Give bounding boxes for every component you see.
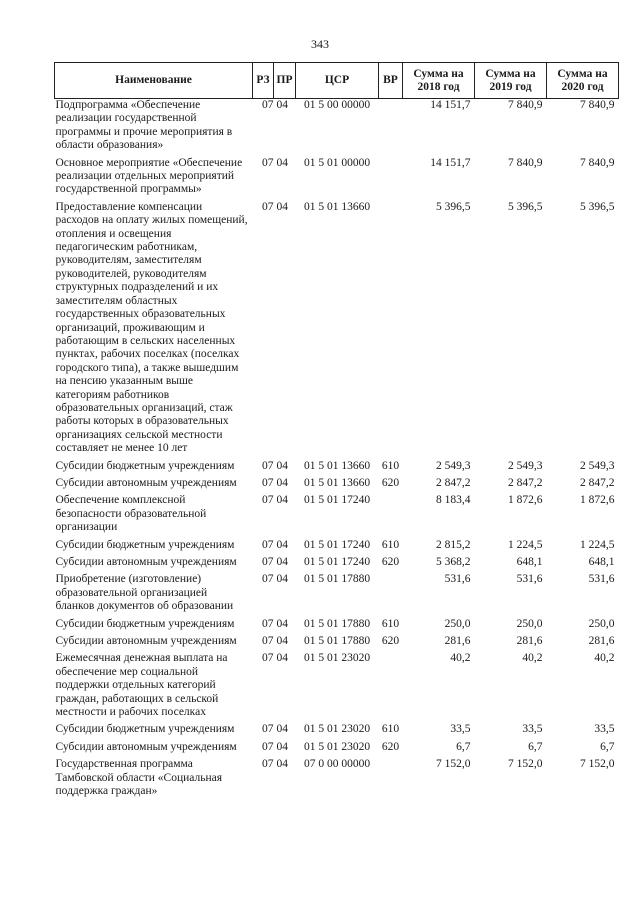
- cell-csr: 01 5 01 17240: [303, 538, 371, 551]
- table-row: [55, 477, 619, 494]
- cell-vr: 610: [381, 617, 400, 630]
- cell-pr: 04: [276, 476, 288, 489]
- cell-pr: 04: [276, 635, 288, 648]
- page-number: 343: [311, 37, 329, 51]
- cell-sum-2020: 6,7: [600, 740, 615, 753]
- cell-sum-2018: 2 847,2: [436, 476, 471, 489]
- cell-pr: 04: [276, 200, 288, 213]
- cell-rz: 07: [262, 99, 274, 111]
- cell-vr: [379, 758, 403, 802]
- cell-pr: 04: [276, 459, 288, 472]
- cell-name: Субсидии бюджетным учреждениям: [55, 617, 235, 630]
- header-sum-2020: Сумма на 2020 год: [547, 63, 619, 99]
- cell-sum-2020: 7 840,9: [580, 99, 615, 111]
- cell-csr: 01 5 01 23020: [303, 652, 371, 665]
- cell-csr: 01 5 01 00000: [303, 156, 371, 169]
- table-row: [55, 723, 619, 740]
- cell-sum-2018: 40,2: [450, 652, 471, 665]
- cell-sum-2018: 281,6: [444, 635, 471, 648]
- cell-vr: [379, 573, 403, 617]
- cell-pr: 04: [276, 723, 288, 736]
- cell-name: Субсидии бюджетным учреждениям: [55, 538, 235, 551]
- cell-rz: 07: [262, 476, 274, 489]
- table-row: [55, 556, 619, 573]
- cell-sum-2020: 40,2: [594, 652, 615, 665]
- table-row: [55, 758, 619, 802]
- table-row: [55, 635, 619, 652]
- table-row: [55, 652, 619, 723]
- cell-sum-2019: 281,6: [516, 635, 543, 648]
- cell-sum-2019: 2 847,2: [508, 476, 543, 489]
- table-row: [55, 618, 619, 635]
- cell-sum-2019: 6,7: [528, 740, 543, 753]
- cell-csr: 01 5 01 23020: [303, 740, 371, 753]
- table-row: [55, 741, 619, 758]
- cell-sum-2018: 6,7: [456, 740, 471, 753]
- cell-name: Ежемесячная денежная выплата на обеспечение мер социальной поддержки отдельных категорий граждан, работающих в сельской местности и рабочих поселках: [55, 652, 228, 719]
- cell-name: Субсидии автономным учреждениям: [55, 476, 237, 489]
- cell-sum-2020: 5 396,5: [580, 200, 615, 213]
- cell-sum-2018: 5 368,2: [436, 556, 471, 568]
- cell-sum-2020: 1 224,5: [580, 538, 615, 551]
- cell-sum-2020: 2 847,2: [580, 476, 615, 489]
- cell-vr: 620: [381, 556, 400, 568]
- cell-csr: 01 5 01 13660: [303, 459, 371, 472]
- cell-sum-2019: 7 840,9: [508, 99, 543, 111]
- cell-vr: 620: [381, 476, 400, 489]
- table-row: [55, 201, 619, 460]
- cell-pr: 04: [276, 99, 288, 111]
- cell-sum-2019: 1 224,5: [508, 538, 543, 551]
- header-name: Наименование: [55, 63, 253, 99]
- cell-vr: [379, 652, 403, 723]
- cell-pr: 04: [276, 617, 288, 630]
- cell-rz: 07: [262, 538, 274, 551]
- cell-pr: 04: [276, 538, 288, 551]
- cell-name: Субсидии автономным учреждениям: [55, 635, 237, 648]
- cell-vr: 620: [381, 740, 400, 753]
- cell-csr: 01 5 01 13660: [303, 200, 371, 213]
- cell-pr: 04: [276, 652, 288, 665]
- cell-csr: 01 5 01 17880: [303, 573, 371, 586]
- cell-name: Субсидии автономным учреждениям: [55, 556, 237, 568]
- cell-rz: 07: [262, 573, 274, 586]
- cell-pr: 04: [276, 494, 288, 507]
- cell-vr: 620: [381, 635, 400, 648]
- cell-csr: 01 5 01 23020: [303, 723, 371, 736]
- cell-name: Приобретение (изготовление) образовательной организацией бланков документов об образовании: [55, 573, 234, 613]
- cell-sum-2020: 648,1: [588, 556, 615, 568]
- cell-vr: 610: [381, 538, 400, 551]
- cell-name: Обеспечение комплексной безопасности образовательной организации: [55, 494, 207, 534]
- cell-name: Подпрограмма «Обеспечение реализации государственной программы и прочие мероприятия в области образования»: [55, 99, 233, 152]
- cell-rz: 07: [262, 156, 274, 169]
- cell-vr: [379, 494, 403, 538]
- cell-rz: 07: [262, 635, 274, 648]
- cell-sum-2018: 5 396,5: [436, 200, 471, 213]
- header-sum-2018: Сумма на 2018 год: [403, 63, 475, 99]
- table-row: [55, 573, 619, 617]
- header-vr: ВР: [379, 63, 403, 99]
- cell-sum-2018: 8 183,4: [436, 494, 471, 507]
- cell-pr: 04: [276, 758, 288, 771]
- cell-rz: 07: [262, 556, 274, 568]
- cell-sum-2018: 531,6: [444, 573, 471, 586]
- cell-sum-2019: 250,0: [516, 617, 543, 630]
- cell-name: Субсидии автономным учреждениям: [55, 740, 237, 753]
- cell-rz: 07: [262, 758, 274, 771]
- cell-sum-2020: 7 840,9: [580, 156, 615, 169]
- cell-rz: 07: [262, 723, 274, 736]
- cell-sum-2018: 14 151,7: [430, 156, 471, 169]
- cell-sum-2019: 2 549,3: [508, 459, 543, 472]
- cell-sum-2020: 33,5: [594, 723, 615, 736]
- cell-sum-2018: 7 152,0: [436, 758, 471, 771]
- cell-sum-2020: 7 152,0: [580, 758, 615, 771]
- cell-sum-2018: 33,5: [450, 723, 471, 736]
- cell-rz: 07: [262, 494, 274, 507]
- cell-sum-2019: 40,2: [522, 652, 543, 665]
- cell-csr: 01 5 01 17240: [303, 494, 371, 507]
- cell-sum-2020: 531,6: [588, 573, 615, 586]
- cell-name: Субсидии бюджетным учреждениям: [55, 723, 235, 736]
- cell-sum-2018: 2 549,3: [436, 459, 471, 472]
- cell-vr: [379, 99, 403, 157]
- cell-sum-2019: 5 396,5: [508, 200, 543, 213]
- cell-name: Субсидии бюджетным учреждениям: [55, 459, 235, 472]
- cell-vr: [379, 201, 403, 460]
- cell-sum-2018: 14 151,7: [430, 99, 471, 111]
- header-sum-2019: Сумма на 2019 год: [475, 63, 547, 99]
- cell-sum-2019: 33,5: [522, 723, 543, 736]
- cell-csr: 01 5 00 00000: [303, 99, 371, 111]
- cell-sum-2020: 2 549,3: [580, 459, 615, 472]
- cell-sum-2020: 281,6: [588, 635, 615, 648]
- table-row: [55, 494, 619, 538]
- cell-vr: [379, 157, 403, 201]
- cell-rz: 07: [262, 652, 274, 665]
- cell-rz: 07: [262, 617, 274, 630]
- cell-name: Предоставление компенсации расходов на оплату жилых помещений, отопления и освещения педагогическим работникам, руководителям, заместителям руководителей, руководителям структурных подразделений и их заместителям областных государственных образовательных организаций, проживающим и работающим в сельских населенных пунктах, рабочих поселках (поселках городского типа), а также вышедшим на пенсию указанным выше категориям работников образовательных организаций, стаж работы которых в образовательных организациях сельской местности составляет не менее 10 лет: [55, 200, 248, 455]
- cell-pr: 04: [276, 573, 288, 586]
- cell-sum-2019: 7 840,9: [508, 156, 543, 169]
- cell-csr: 01 5 01 17240: [303, 556, 371, 568]
- table-row: [55, 99, 619, 157]
- cell-sum-2019: 1 872,6: [508, 494, 543, 507]
- cell-pr: 04: [276, 156, 288, 169]
- table-row: [55, 157, 619, 201]
- header-rz: РЗ: [253, 63, 274, 99]
- budget-table: [54, 62, 619, 803]
- table-body: [55, 99, 619, 803]
- header-csr: ЦСР: [296, 63, 379, 99]
- table-row: [55, 539, 619, 556]
- cell-vr: 610: [381, 459, 400, 472]
- cell-pr: 04: [276, 556, 288, 568]
- cell-csr: 07 0 00 00000: [303, 758, 371, 771]
- cell-sum-2020: 250,0: [588, 617, 615, 630]
- cell-csr: 01 5 01 17880: [303, 617, 371, 630]
- cell-sum-2018: 2 815,2: [436, 538, 471, 551]
- cell-rz: 07: [262, 459, 274, 472]
- cell-sum-2018: 250,0: [444, 617, 471, 630]
- cell-name: Государственная программа Тамбовской области «Социальная поддержка граждан»: [55, 758, 223, 798]
- table-header-row: [55, 63, 619, 99]
- cell-csr: 01 5 01 17880: [303, 635, 371, 648]
- cell-pr: 04: [276, 740, 288, 753]
- cell-vr: 610: [381, 723, 400, 736]
- table-row: [55, 460, 619, 477]
- cell-name: Основное мероприятие «Обеспечение реализации отдельных мероприятий государственной программы»: [55, 156, 243, 196]
- cell-sum-2019: 7 152,0: [508, 758, 543, 771]
- cell-csr: 01 5 01 13660: [303, 476, 371, 489]
- header-pr: ПР: [274, 63, 296, 99]
- cell-sum-2020: 1 872,6: [580, 494, 615, 507]
- cell-rz: 07: [262, 200, 274, 213]
- cell-sum-2019: 531,6: [516, 573, 543, 586]
- cell-rz: 07: [262, 740, 274, 753]
- cell-sum-2019: 648,1: [516, 556, 543, 568]
